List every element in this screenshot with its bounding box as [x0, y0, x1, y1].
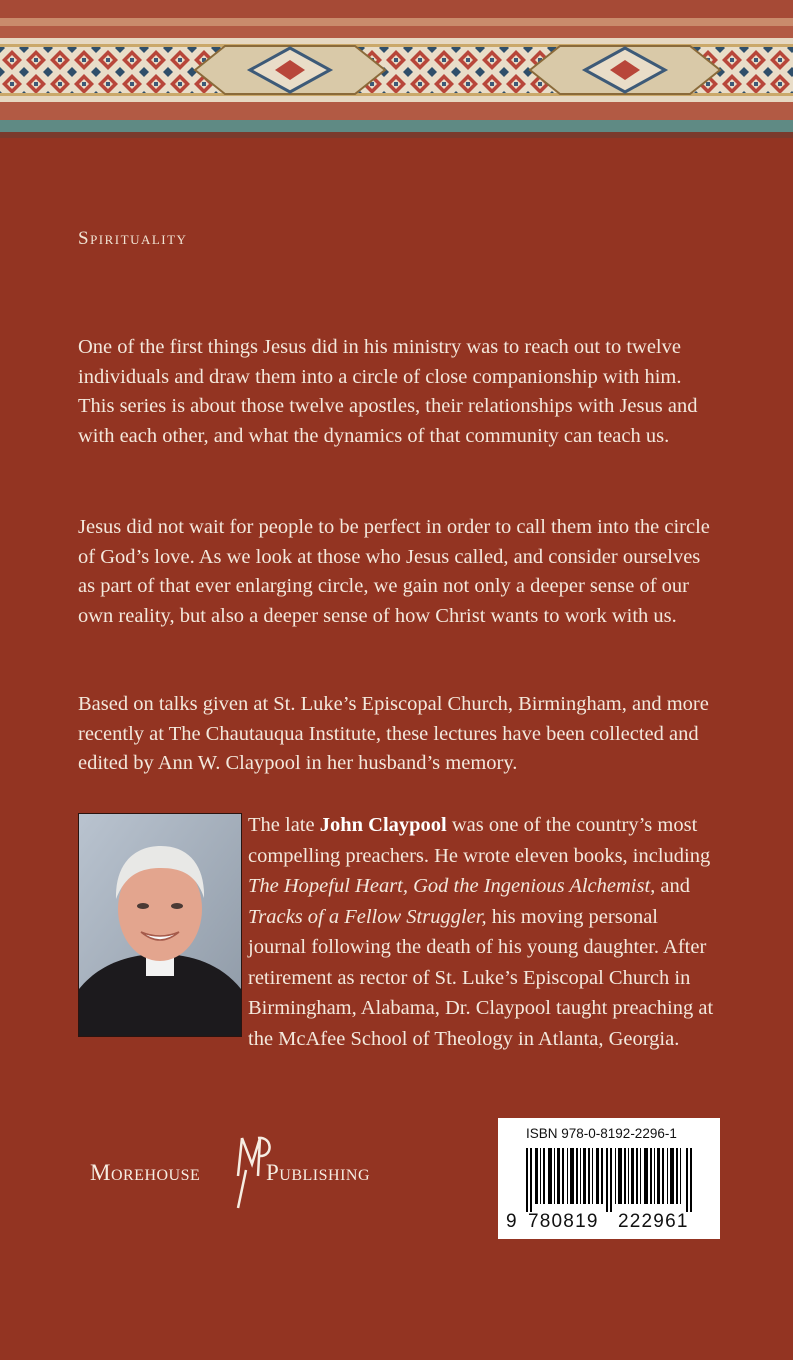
description-paragraph-3: Based on talks given at St. Luke’s Episcopal Church, Birmingham, and more recently at The Chautauqua Institute, these lectures have been collected and edited by Ann W. Claypool in her husband’s memory. [78, 693, 709, 774]
description-paragraph-2: Jesus did not wait for people to be perfect in order to call them into the circle of God’s love. As we look at those who Jesus called, and consider ourselves as part of that ever enlarging circle, we gain not only a deeper sense of our own reality, but also a deeper sense of how Christ wants to work with us. [78, 516, 710, 627]
author-name: John Claypool [319, 814, 447, 836]
publisher-word-2: Publishing [266, 1160, 371, 1185]
category-label: Spirituality [78, 228, 188, 249]
description-paragraph-1: One of the first things Jesus did in his ministry was to reach out to twelve individuals and draw them into a circle of close companionship with him. This series is about those twelve apostles, their relationships with Jesus and with each other, and what the dynamics of that community can teach us. [78, 336, 698, 447]
fresco-border-banner [0, 0, 793, 150]
barcode-bars-image [512, 1148, 706, 1212]
author-bio [78, 810, 718, 1054]
publisher-logo [90, 1130, 420, 1210]
bio-part-2: and [655, 875, 691, 897]
isbn-barcode [498, 1118, 720, 1239]
barcode-digit-group-1: 780819 [528, 1211, 599, 1232]
barcode-digit-group-2: 222961 [618, 1211, 689, 1232]
bio-part-3: his moving personal journal following the death of his young daughter. After retirement as rector of St. Luke’s Episcopal Church in Birmingham, Alabama, Dr. Claypool taught preaching at the McAfee School of Theology in Atlanta, Georgia. [248, 905, 714, 1050]
book-titles-1: The Hopeful Heart, God the Ingenious Alchemist, [248, 875, 656, 897]
bio-intro: The late [248, 814, 320, 836]
publisher-word-1: Morehouse [90, 1160, 201, 1185]
barcode-lead-digit: 9 [506, 1211, 518, 1232]
book-title-2: Tracks of a Fellow Struggler, [248, 905, 487, 928]
isbn-label: ISBN 978-0-8192-2296-1 [526, 1126, 677, 1141]
fresco-pattern-image [0, 0, 793, 150]
bio-part-1: was one of the country’s most compelling preachers. He wrote eleven books, including [248, 814, 711, 867]
